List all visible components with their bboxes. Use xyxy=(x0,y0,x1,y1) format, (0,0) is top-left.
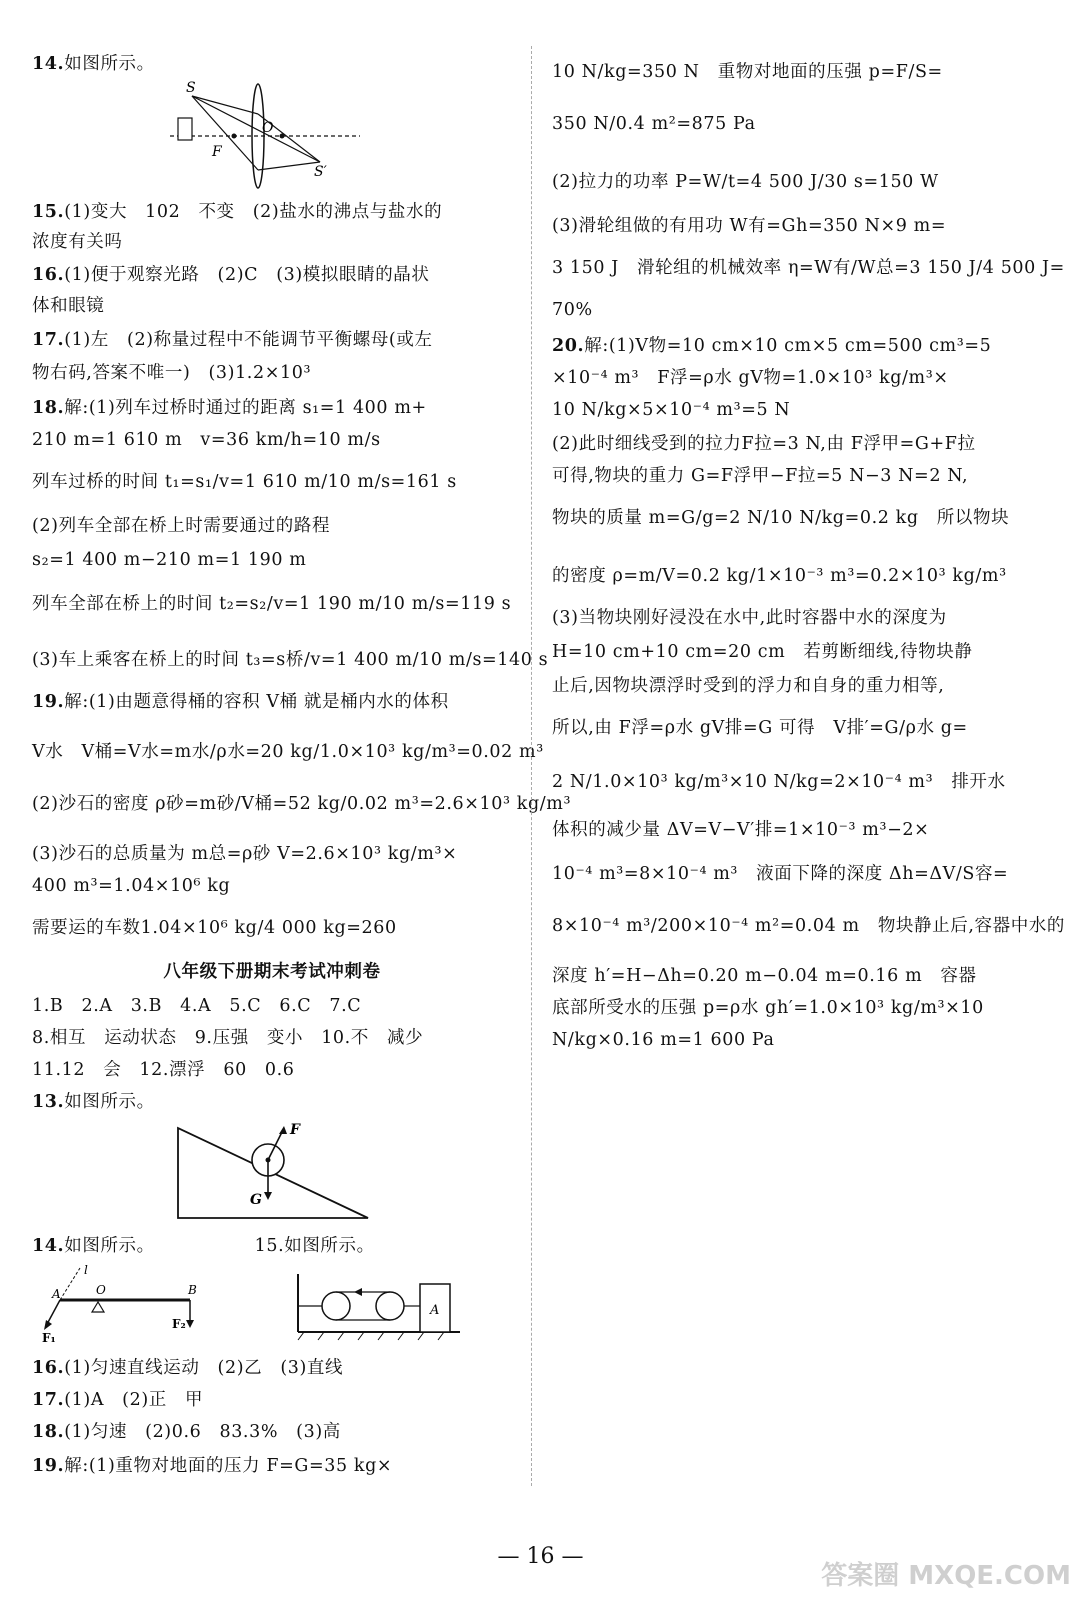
left-line xyxy=(32,361,311,385)
line-text: 210 m=1 610 m v=36 km/h=10 m/s xyxy=(32,430,381,450)
left-line xyxy=(32,263,430,287)
left-line xyxy=(32,842,457,866)
left-line xyxy=(32,648,548,672)
question-number: 15. xyxy=(32,202,65,222)
left-line xyxy=(32,1058,295,1082)
left-line xyxy=(32,200,442,224)
left-line xyxy=(32,1420,341,1444)
line-text: (2)拉力的功率 P=W/t=4 500 J/30 s=150 W xyxy=(552,172,939,192)
line-text: (2)沙石的密度 ρ砂=m砂/V桶=52 kg/0.02 m³=2.6×10³ kg/m³ xyxy=(32,794,572,814)
left-line xyxy=(32,1454,392,1478)
line-text: N/kg×0.16 m=1 600 Pa xyxy=(552,1030,775,1050)
line-text: 深度 h′=H−Δh=0.20 m−0.04 m=0.16 m 容器 xyxy=(552,966,977,986)
question-number: 14. xyxy=(32,54,65,74)
left-line xyxy=(32,792,571,816)
line-text: (1)变大 102 不变 (2)盐水的沸点与盐水的 xyxy=(64,202,443,222)
left-line xyxy=(32,592,511,616)
line-text: 物右码,答案不唯一) (3)1.2×10³ xyxy=(32,363,312,383)
right-line xyxy=(552,914,1065,938)
line-text: (1)A (2)正 甲 xyxy=(64,1390,204,1410)
line-text: 底部所受水的压强 p=ρ水 gh′=1.0×10³ kg/m³×10 xyxy=(552,998,984,1018)
label-point-b: B xyxy=(188,1283,197,1297)
right-line xyxy=(552,398,790,422)
left-line xyxy=(32,740,544,764)
left-line xyxy=(32,1356,343,1380)
right-line xyxy=(552,256,1065,280)
line-text: 如图所示。 15.如图所示。 xyxy=(64,1236,375,1256)
label-s: S xyxy=(186,80,196,96)
line-text: 所以,由 F浮=ρ水 gV排=G 可得 V排′=G/ρ水 g= xyxy=(552,718,968,738)
right-line xyxy=(552,334,991,358)
right-line xyxy=(552,818,929,842)
line-text: 400 m³=1.04×10⁶ kg xyxy=(32,876,231,896)
left-line xyxy=(32,396,427,420)
lens-ray-diagram xyxy=(170,78,360,190)
line-text: 如图所示。 xyxy=(64,54,155,74)
right-line xyxy=(552,964,977,988)
right-line xyxy=(552,464,968,488)
line-text: V水 V桶=V水=m水/ρ水=20 kg/1.0×10³ kg/m³=0.02 m³ xyxy=(32,742,544,762)
label-f1: F₁ xyxy=(42,1331,56,1344)
line-text: 止后,因物块漂浮时受到的浮力和自身的重力相等, xyxy=(552,676,945,696)
line-text: 70% xyxy=(552,300,593,320)
label-f2: F₂ xyxy=(172,1317,186,1331)
line-text: 的密度 ρ=m/V=0.2 kg/1×10⁻³ m³=0.2×10³ kg/m³ xyxy=(552,566,1007,586)
line-text: 物块的质量 m=G/g=2 N/10 N/kg=0.2 kg 所以物块 xyxy=(552,508,1010,528)
question-number: 16. xyxy=(32,265,65,285)
label-s-prime: S′ xyxy=(314,164,327,180)
left-line xyxy=(32,428,381,452)
left-line xyxy=(32,960,512,984)
left-line xyxy=(32,1026,423,1050)
line-text: 10 N/kg=350 N 重物对地面的压强 p=F/S= xyxy=(552,62,943,82)
left-line xyxy=(32,230,123,254)
right-line xyxy=(552,716,968,740)
watermark: 答案圈 MXQE.COM xyxy=(821,1561,1071,1591)
left-line xyxy=(32,294,104,318)
right-line xyxy=(552,640,973,664)
right-line xyxy=(552,564,1007,588)
line-text: 3 150 J 滑轮组的机械效率 η=W有/W总=3 150 J/4 500 J= xyxy=(552,258,1065,278)
question-number: 16. xyxy=(32,1358,65,1378)
right-line xyxy=(552,60,943,84)
label-arm-l: l xyxy=(84,1263,88,1277)
label-point-a: A xyxy=(52,1287,61,1301)
left-line xyxy=(32,690,449,714)
left-line xyxy=(32,328,433,352)
label-f: F xyxy=(212,144,222,160)
line-text: 解:(1)重物对地面的压力 F=G=35 kg× xyxy=(64,1456,393,1476)
question-number: 20. xyxy=(552,336,585,356)
line-text: 体积的减少量 ΔV=V−V′排=1×10⁻³ m³−2× xyxy=(552,820,930,840)
pulley-diagram xyxy=(294,1270,464,1342)
question-number: 17. xyxy=(32,330,65,350)
page-number: — 16 — xyxy=(497,1544,584,1569)
left-line xyxy=(32,994,361,1018)
line-text: 350 N/0.4 m²=875 Pa xyxy=(552,114,756,134)
right-line xyxy=(552,506,1009,530)
line-text: 8×10⁻⁴ m³/200×10⁻⁴ m²=0.04 m 物块静止后,容器中水的 xyxy=(552,916,1065,936)
line-text: s₂=1 400 m−210 m=1 190 m xyxy=(32,550,307,570)
column-divider xyxy=(531,46,532,1486)
left-line xyxy=(32,1234,375,1258)
line-text: 如图所示。 xyxy=(64,1092,155,1112)
line-text: 2 N/1.0×10³ kg/m³×10 N/kg=2×10⁻⁴ m³ 排开水 xyxy=(552,772,1006,792)
right-line xyxy=(552,112,756,136)
line-text: 列车过桥的时间 t₁=s₁/v=1 610 m/10 m/s=161 s xyxy=(32,472,457,492)
left-line xyxy=(32,874,230,898)
line-text: 10 N/kg×5×10⁻⁴ m³=5 N xyxy=(552,400,791,420)
line-text: 10⁻⁴ m³=8×10⁻⁴ m³ 液面下降的深度 Δh=ΔV/S容= xyxy=(552,864,1009,884)
line-text: (3)车上乘客在桥上的时间 t₃=s桥/v=1 400 m/10 m/s=140 s xyxy=(32,650,549,670)
line-text: 需要运的车数1.04×10⁶ kg/4 000 kg=260 xyxy=(32,918,397,938)
line-text: H=10 cm+10 cm=20 cm 若剪断细线,待物块静 xyxy=(552,642,973,662)
label-force-f: F xyxy=(290,1122,300,1138)
lever-diagram xyxy=(40,1262,210,1344)
line-text: 8.相互 运动状态 9.压强 变小 10.不 减少 xyxy=(32,1028,424,1048)
question-number: 18. xyxy=(32,1422,65,1442)
right-line xyxy=(552,862,1008,886)
label-block-a: A xyxy=(430,1303,440,1318)
line-text: 解:(1)由题意得桶的容积 V桶 就是桶内水的体积 xyxy=(64,692,449,712)
right-line xyxy=(552,432,976,456)
line-text: (1)左 (2)称量过程中不能调节平衡螺母(或左 xyxy=(64,330,433,350)
line-text: (3)当物块刚好浸没在水中,此时容器中水的深度为 xyxy=(552,608,947,628)
line-text: (1)匀速 (2)0.6 83.3% (3)高 xyxy=(64,1422,341,1442)
right-line xyxy=(552,770,1006,794)
right-line xyxy=(552,1028,775,1052)
incline-force-diagram xyxy=(170,1118,380,1226)
right-line xyxy=(552,674,944,698)
question-number: 14. xyxy=(32,1236,65,1256)
line-text: (3)滑轮组做的有用功 W有=Gh=350 N×9 m= xyxy=(552,216,947,236)
line-text: (2)列车全部在桥上时需要通过的路程 xyxy=(32,516,331,536)
right-line xyxy=(552,996,984,1020)
line-text: (1)便于观察光路 (2)C (3)模拟眼睛的晶状 xyxy=(64,265,430,285)
line-text: 体和眼镜 xyxy=(32,296,105,316)
left-line xyxy=(32,514,330,538)
line-text: 八年级下册期末考试冲刺卷 xyxy=(163,962,381,982)
question-number: 18. xyxy=(32,398,65,418)
line-text: (2)此时细线受到的拉力F拉=3 N,由 F浮甲=G+F拉 xyxy=(552,434,976,454)
right-line xyxy=(552,606,947,630)
line-text: 解:(1)列车过桥时通过的距离 s₁=1 400 m+ xyxy=(64,398,427,418)
line-text: (3)沙石的总质量为 m总=ρ砂 V=2.6×10³ kg/m³× xyxy=(32,844,458,864)
question-number: 19. xyxy=(32,692,65,712)
line-text: 解:(1)V物=10 cm×10 cm×5 cm=500 cm³=5 xyxy=(584,336,992,356)
right-line xyxy=(552,170,939,194)
left-line xyxy=(32,1388,203,1412)
line-text: (1)匀速直线运动 (2)乙 (3)直线 xyxy=(64,1358,344,1378)
line-text: ×10⁻⁴ m³ F浮=ρ水 gV物=1.0×10³ kg/m³× xyxy=(552,368,949,388)
line-text: 浓度有关吗 xyxy=(32,232,123,252)
left-line xyxy=(32,470,457,494)
question-number: 19. xyxy=(32,1456,65,1476)
right-line xyxy=(552,298,593,322)
question-number: 17. xyxy=(32,1390,65,1410)
line-text: 1.B 2.A 3.B 4.A 5.C 6.C 7.C xyxy=(32,996,362,1016)
line-text: 列车全部在桥上的时间 t₂=s₂/v=1 190 m/10 m/s=119 s xyxy=(32,594,512,614)
line-text: 11.12 会 12.漂浮 60 0.6 xyxy=(32,1060,295,1080)
label-o: O xyxy=(262,120,274,136)
left-line xyxy=(32,52,155,76)
right-line xyxy=(552,214,946,238)
left-line xyxy=(32,916,397,940)
line-text: 可得,物块的重力 G=F浮甲−F拉=5 N−3 N=2 N, xyxy=(552,466,969,486)
left-line xyxy=(32,548,306,572)
left-line xyxy=(32,1090,155,1114)
label-fulcrum-o: O xyxy=(96,1283,106,1297)
right-line xyxy=(552,366,949,390)
label-gravity-g: G xyxy=(250,1192,262,1208)
question-number: 13. xyxy=(32,1092,65,1112)
